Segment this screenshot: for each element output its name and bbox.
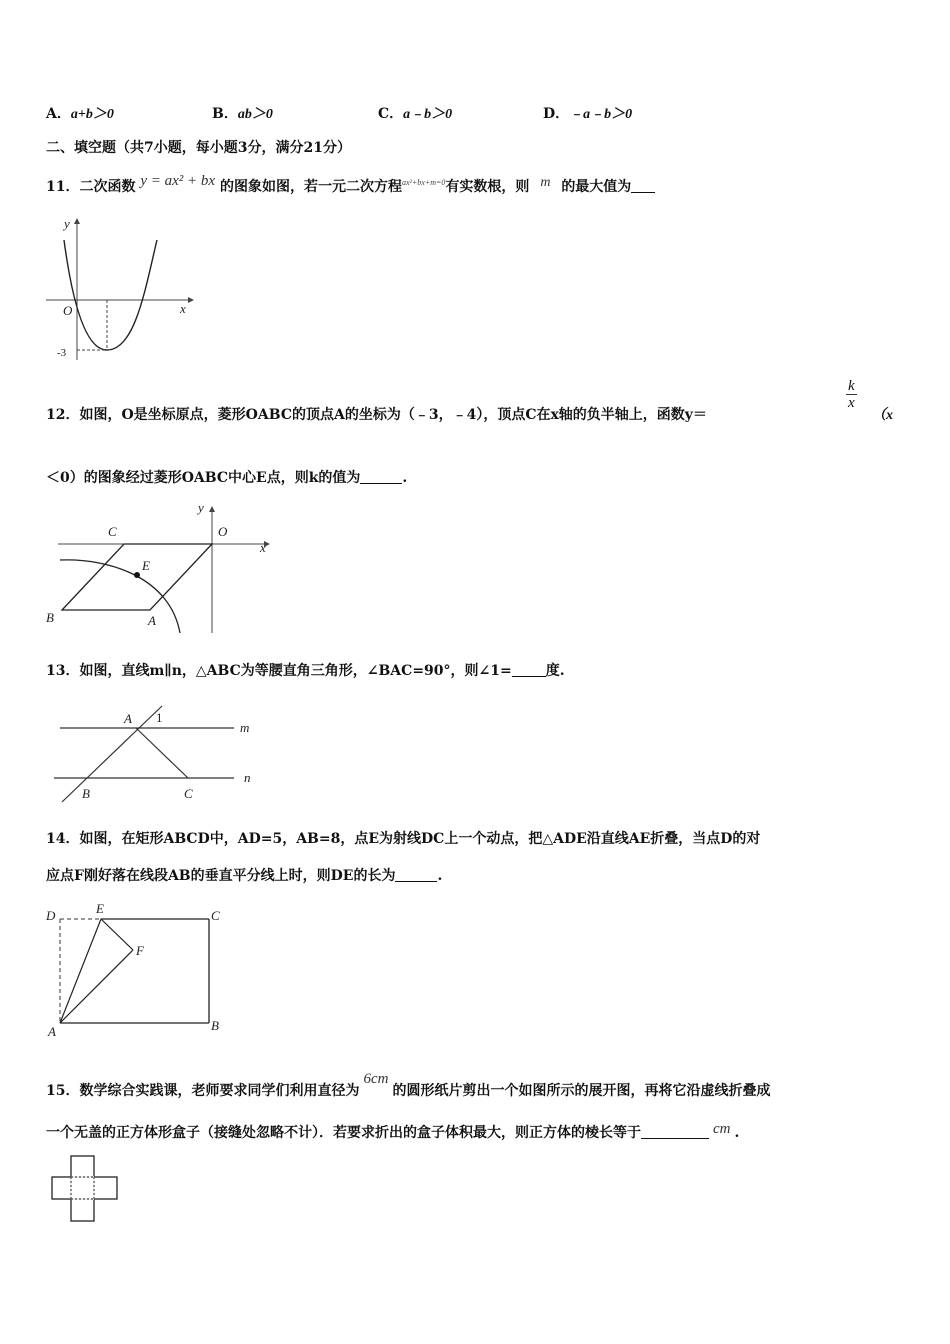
- q14-rectangle-figure: [40, 902, 235, 1042]
- question-12-line-1: 12．如图，O是坐标原点，菱形OABC的顶点A的坐标为（﹣3，﹣4），顶点C在x轴的负半轴上，函数y＝: [46, 407, 707, 423]
- question-15-line-2: 一个无盖的正方体形盒子（接缝处忽略不计）．若要求折出的盒子体积最大，则正方体的棱长等于 cm .: [46, 1121, 740, 1141]
- q12-fraction: $\frac{k}{x}$: [848, 378, 855, 411]
- q14-label-f: F: [136, 943, 144, 958]
- q13-label-m: m: [240, 720, 250, 735]
- q11-minus3-label: -3: [57, 347, 67, 359]
- section-heading: 二、填空题（共7小题，每小题3分，满分21分）: [46, 140, 351, 156]
- q13-label-c: C: [184, 786, 193, 801]
- option-d: D．﹣a﹣b＞0: [543, 106, 633, 122]
- q11-x-label: x: [180, 301, 186, 316]
- q14-label-c: C: [211, 908, 220, 923]
- q11-origin-label: O: [63, 303, 73, 318]
- q14-label-d: D: [46, 908, 56, 923]
- question-13: 13．如图，直线m∥n，△ABC为等腰直角三角形，∠BAC=90°，则∠1= 度.: [46, 663, 565, 679]
- option-a: A．a+b＞0: [46, 106, 114, 122]
- q11-parabola-figure: [40, 210, 200, 370]
- q12-rhombus-figure: [40, 498, 280, 643]
- q12-label-a: A: [148, 613, 156, 628]
- q14-label-e: E: [96, 902, 104, 916]
- question-12-line-2: ＜0）的图象经过菱形OABC中心E点，则k的值为 .: [46, 470, 408, 486]
- q12-after-fraction: （x: [872, 408, 893, 423]
- question-14-line-2: 应点F刚好落在线段AB的垂直平分线上时，则DE的长为 .: [46, 868, 443, 884]
- q12-label-o: O: [218, 524, 228, 539]
- question-11: 11．二次函数 y = ax² + bx 的图象如图，若一元二次方程$^{ax^2+bx+m=0}$有实数根，则 m 的最大值为: [46, 173, 655, 196]
- option-c: C．a﹣b＞0: [378, 106, 453, 122]
- q12-label-e: E: [142, 558, 150, 573]
- q13-label-a: A: [124, 711, 132, 726]
- q12-label-y: y: [198, 500, 204, 515]
- q12-label-b: B: [46, 610, 54, 625]
- q11-y-label: y: [64, 216, 70, 231]
- q13-parallel-lines-figure: [44, 698, 264, 808]
- q15-cube-net-figure: [48, 1153, 124, 1225]
- question-14-line-1: 14．如图，在矩形ABCD中，AD=5，AB=8，点E为射线DC上一个动点，把△ADE沿直线AE折叠，当点D的对: [46, 831, 761, 847]
- q14-label-b: B: [211, 1018, 219, 1033]
- q12-label-x: x: [260, 540, 266, 555]
- q13-label-n: n: [244, 770, 251, 785]
- q13-label-b: B: [82, 786, 90, 801]
- q14-label-a: A: [48, 1024, 56, 1039]
- option-b: B．ab＞0: [212, 106, 273, 122]
- q13-label-1: 1: [156, 710, 163, 725]
- question-15-line-1: 15．数学综合实践课，老师要求同学们利用直径为6cm的圆形纸片剪出一个如图所示的展开图，再将它沿虚线折叠成: [46, 1071, 771, 1099]
- q12-label-c: C: [108, 524, 117, 539]
